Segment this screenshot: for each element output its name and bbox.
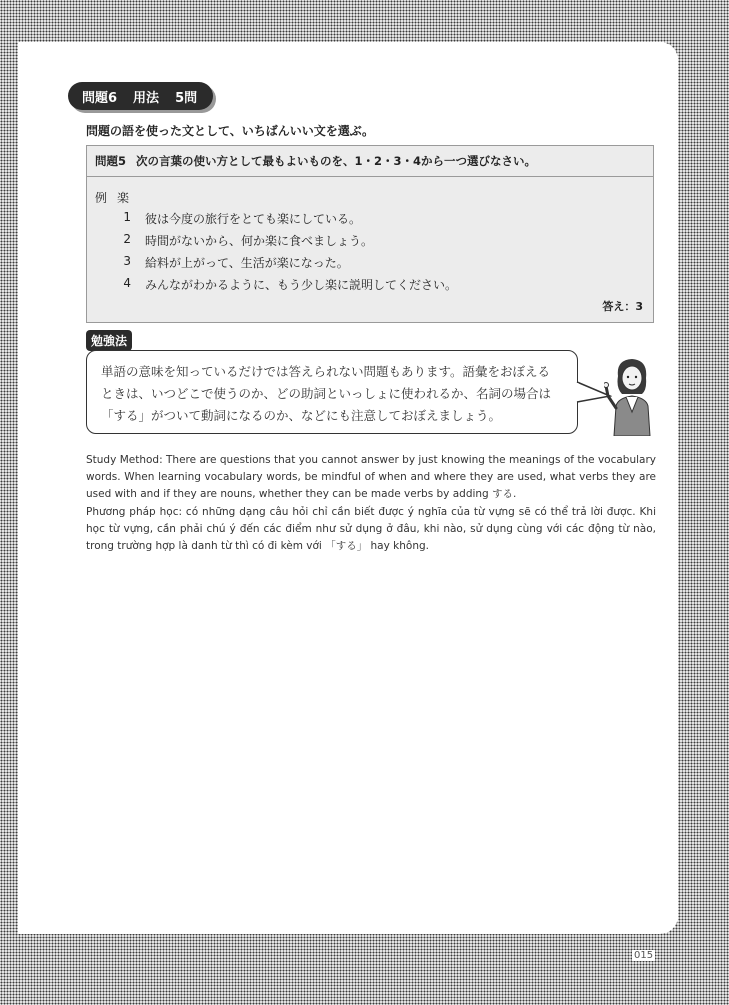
option-text: みんながわかるように、もう少し楽に説明してください。 — [145, 278, 458, 292]
option-3 — [123, 254, 349, 271]
question-prompt: 次の言葉の使い方として最もよいものを、1・2・3・4から一つ選びなさい。 — [136, 154, 537, 168]
speech-bubble — [86, 350, 578, 434]
example-header — [95, 189, 129, 206]
page-number: 015 — [634, 950, 654, 961]
option-number: 3 — [123, 254, 131, 268]
option-1 — [123, 210, 361, 227]
option-text: 時間がないから、何か楽に食べましょう。 — [145, 234, 374, 248]
instruction-text: 問題の語を使った文として、いちばんいい文を選ぶ。 — [86, 124, 375, 138]
section-count: 5問 — [175, 90, 198, 106]
section-header — [68, 82, 213, 110]
study-badge: 勉強法 — [86, 330, 132, 351]
teacher-illustration-icon — [604, 356, 658, 436]
option-text: 給料が上がって、生活が楽になった。 — [145, 256, 349, 270]
section-label: 問題6 — [82, 90, 118, 106]
vietnamese-paragraph: Phương pháp học: có những dạng câu hỏi chỉ cần biết được ý nghĩa của từ vựng sẽ có thể trả lời được. Khi học từ vựng, cần phải chú ý đến các điểm như sử dụng ở đâu, khi nào, sử dụng cùng với các động từ nào, trong trường hợp là danh từ thì có đi kèm với 「する」 hay không. — [86, 506, 656, 552]
english-paragraph: Study Method: There are questions that you cannot answer by just knowing the meanings of the vocabulary words. When learning vocabulary words, be mindful of when and where they are used, what verbs they are used with and if they are nouns, whether they can be made verbs by adding する. — [86, 454, 656, 500]
option-number: 4 — [123, 276, 131, 290]
question-title — [87, 146, 653, 177]
question-number: 問題5 — [95, 154, 127, 168]
option-2 — [123, 232, 373, 249]
study-line-2: ときは、いつどこで使うのか、どの助詞といっしょに使われるか、名詞の場合は — [101, 386, 552, 401]
option-text: 彼は今度の旅行をとても楽にしている。 — [145, 212, 362, 226]
question-box — [86, 145, 654, 323]
example-word: 楽 — [117, 191, 130, 205]
example-label: 例 — [95, 191, 108, 205]
option-number: 1 — [123, 210, 131, 224]
study-line-1: 単語の意味を知っているだけでは答えられない問題もあります。語彙をおぼえる — [101, 364, 551, 379]
answer-label: 答え：3 — [602, 300, 643, 313]
option-4 — [123, 276, 457, 293]
section-topic: 用法 — [133, 90, 160, 106]
study-line-3: 「する」がついて動詞になるのか、などにも注意しておぼえましょう。 — [101, 408, 502, 423]
option-number: 2 — [123, 232, 131, 246]
